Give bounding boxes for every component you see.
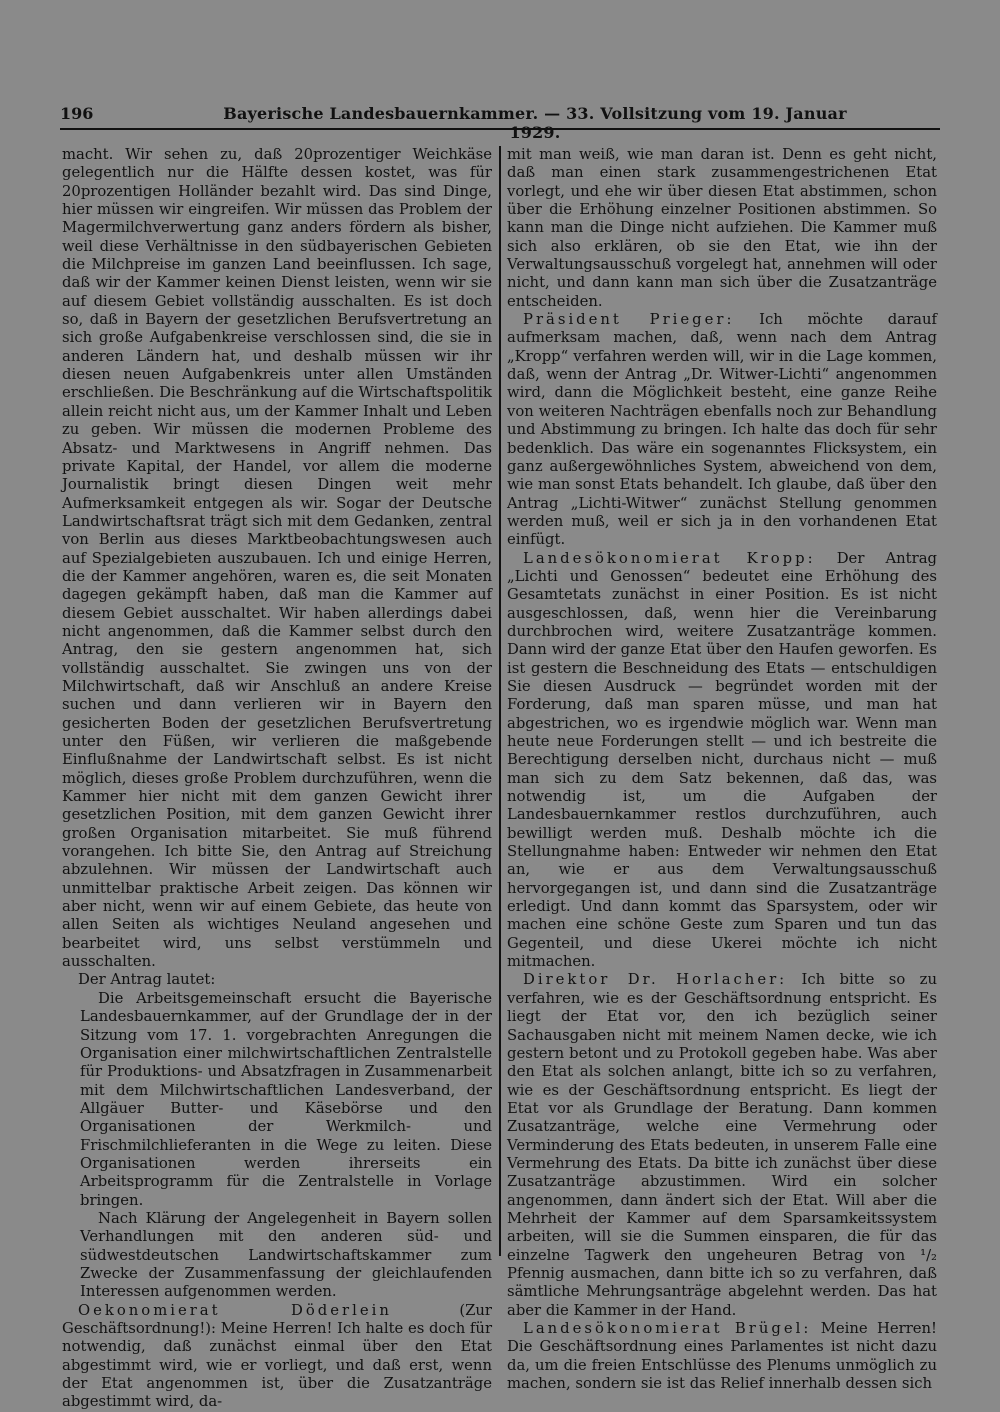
speech-paragraph — [62, 1302, 492, 1412]
left-column — [62, 146, 492, 1412]
speech-text: Der Antrag „Lichti und Genossen“ bedeutet eine Erhöhung des Gesamtetats zunächst in einer Position. Es ist nicht ausgeschlossen, daß, wenn hier die Vereinbarung durchbrochen wird, weitere Zusatzanträge kommen. Dann wird der ganze Etat über den Haufen geworfen. Es ist gestern die Beschneidung des Etats — entschuldigen Sie diesen Ausdruck — begründet worden mit der Forderung, daß man sparen müsse, und man hat abgestrichen, wo es irgendwie möglich war. Wenn man heute neue Forderungen stellt — und ich bestreite die Berechtigung derselben nicht, durchaus nicht — muß man sich zu dem Satz bekennen, daß das, was notwendig ist, um die Aufgaben der Landesbauernkammer restlos durchzuführen, auch bewilligt werden muß. Deshalb möchte ich die Stellungnahme haben: Entweder wir nehmen den Etat an, wie er aus dem Verwaltungsausschuß hervorgegangen ist, und dann sind die Zusatzanträge erledigt. Und dann kommt das Sparsystem, oder wir machen eine schöne Geste zum Sparen und tun das Gegenteil, und diese Ukerei möchte ich nicht mitmachen. — [507, 549, 937, 971]
paragraph: mit man weiß, wie man daran ist. Denn es geht nicht, daß man einen stark zusammengestrichenen Etat vorlegt, und ehe wir über diesen Etat abstimmen, schon über die Erhöhung einzelner Positionen abstimmen. So kann man die Dinge nicht aufziehen. Die Kammer muß sich also erklären, ob sie den Etat, wie ihn der Verwaltungsausschuß vorgelegt hat, annehmen will oder nicht, und dann kann man sich über die Zusatzanträge entscheiden. — [507, 146, 937, 310]
speech-paragraph — [507, 1320, 937, 1393]
column-divider — [499, 146, 501, 1256]
speaker-name: Präsident Prieger: — [523, 311, 735, 329]
page-header — [60, 104, 940, 142]
speaker-name: Landesökonomierat Brügel: — [523, 1320, 812, 1337]
paragraph: Der Antrag lautet: — [78, 971, 216, 989]
quoted-motion: Die Arbeitsgemeinschaft ersucht die Bayerische Landesbauernkammer, auf der Grundlage der in der Sitzung vom 17. 1. vorgebrachten Anregungen die Organisation einer milchwirtschaftlichen Zentralstelle für Produktions- und Absatzfragen in Zusammenarbeit mit dem Milchwirtschaftlichen Landesverband, der Allgäuer Butter- und Käsebörse und den Organisationen der Werkmilch- und Frischmilchlieferanten in die Wege zu leiten. Diese Organisationen werden ihrerseits ein Arbeitsprogramm für die Zentralstelle in Vorlage bringen. — [80, 989, 492, 1209]
speaker-name: Landesökonomierat Kropp: — [523, 549, 816, 567]
running-title: Bayerische Landesbauernkammer. — 33. Vollsitzung vom 19. Januar 1929. — [223, 104, 847, 142]
speaker-name: Oekonomierat Döderlein — [78, 1301, 392, 1319]
speaker-name: Direktor Dr. Horlacher: — [523, 971, 788, 989]
speech-paragraph — [507, 971, 937, 1320]
speech-text: Ich möchte darauf aufmerksam machen, daß, wenn nach dem Antrag „Kropp“ verfahren werden will, wir in die Lage kommen, daß, wenn der Antrag „Dr. Witwer-Lichti“ angenommen wird, dann die Möglichkeit besteht, eine ganze Reihe von weiteren Nachträgen ebenfalls noch zur Behandlung und Abstimmung zu bringen. Ich halte das doch für sehr bedenklich. Das wäre ein sogenanntes Flicksystem, ein ganz außergewöhnliches System, abweichend von dem, wie man sonst Etats behandelt. Ich glaube, daß über den Antrag „Lichti-Witwer“ zunächst Stellung genommen werden muß, weil er sich ja in den vorhandenen Etat einfügt. — [507, 311, 937, 549]
right-column — [507, 146, 937, 1393]
speech-text: (Zur Geschäftsordnung!): Meine Herren! Ich halte es doch für notwendig, daß zunächst einmal über den Etat abgestimmt wird, wie er vorliegt, und daß erst, wenn der Etat angenommen ist, über die Zusatzanträge abgestimmt wird, da- — [62, 1301, 493, 1411]
speech-text: Ich bitte so zu verfahren, wie es der Geschäftsordnung entspricht. Es liegt der Etat vor, den ich bezüglich seiner Sachausgaben nicht mit meinem Namen decke, wie ich gestern betont und zu Protokoll gegeben habe. Was aber den Etat als solchen anlangt, bitte ich so zu verfahren, wie es der Geschäftsordnung entspricht. Es liegt der Etat vor als Grundlage der Beratung. Dann kommen Zusatzanträge, welche eine Vermehrung oder Verminderung des Etats bedeuten, in unserem Falle eine Vermehrung des Etats. Da bitte ich zunächst über diese Zusatzanträge abzustimmen. Wird ein solcher angenommen, dann ändert sich der Etat. Will aber die Mehrheit der Kammer auf dem Sparsamkeitssystem arbeiten, will sie die Summen einsparen, die für das einzelne Tagwerk den ungeheuren Betrag von ¹/₂ Pfennig ausmachen, dann bitte ich so zu verfahren, daß sämtliche Mehrungsanträge abgelehnt werden. Das hat aber die Kammer in der Hand. — [507, 971, 937, 1319]
speech-paragraph — [507, 550, 937, 972]
page-number: 196 — [60, 104, 94, 123]
paragraph: macht. Wir sehen zu, daß 20prozentiger Weichkäse gelegentlich nur die Hälfte dessen kostet, was für 20prozentigen Holländer bezahlt wird. Das sind Dinge, hier müssen wir eingreifen. Wir müssen das Problem der Magermilchverwertung ganz anders fördern als bisher, weil diese Verhältnisse in den südbayerischen Gebieten die Milchpreise im ganzen Land beeinflussen. Ich sage, daß wir der Kammer keinen Dienst leisten, wenn wir sie auf diesem Gebiet vollständig ausschalten. Es ist doch so, daß in Bayern der gesetzlichen Berufsvertretung an sich große Aufgabenkreise verschlossen sind, die sie in anderen Ländern hat, und deshalb müssen wir ihr diesen neuen Aufgabenkreis unter allen Umständen erschließen. Die Beschränkung auf die Wirtschaftspolitik allein reicht nicht aus, um der Kammer Inhalt und Leben zu geben. Wir müssen die modernen Probleme des Absatz- und Marktwesens in Angriff nehmen. Das private Kapital, der Handel, vor allem die moderne Journalistik bringt diesen Dingen weit mehr Aufmerksamkeit entgegen als wir. Sogar der Deutsche Landwirtschaftsrat trägt sich mit dem Gedanken, zentral von Berlin aus dieses Marktbeobachtungswesen auch auf Spezialgebieten auszubauen. Ich und einige Herren, die der Kammer angehören, waren es, die seit Monaten dagegen gekämpft haben, daß man die Kammer auf diesem Gebiet ausschaltet. Wir haben allerdings dabei nicht angenommen, daß die Kammer selbst durch den Antrag, den sie gestern angenommen hat, sich vollständig ausschaltet. Sie zwingen uns von der Milchwirtschaft, daß wir Anschluß an andere Kreise suchen und dann verlieren wir in Bayern den gesicherten Boden der gesetzlichen Berufsvertretung unter den Füßen, wir verlieren die maßgebende Einflußnahme der Landwirtschaft selbst. Es ist nicht möglich, dieses große Problem durchzuführen, wenn die Kammer hier nicht mit dem ganzen Gewicht ihrer gesetzlichen Position, mit dem ganzen Gewicht ihrer großen Organisation mitarbeitet. Sie muß führend vorangehen. Ich bitte Sie, den Antrag auf Streichung abzulehnen. Wir müssen der Landwirtschaft auch unmittelbar praktische Arbeit zeigen. Das können wir aber nicht, wenn wir auf einem Gebiete, das heute von allen Seiten als wichtiges Neuland angesehen und bearbeitet wird, uns selbst verstümmeln und ausschalten. — [62, 146, 492, 971]
quoted-motion: Nach Klärung der Angelegenheit in Bayern sollen Verhandlungen mit den anderen süd- und südwestdeutschen Landwirtschaftskammer zum Zwecke der Zusammenfassung der gleichlaufenden Interessen aufgenommen werden. — [80, 1209, 492, 1301]
speech-text: Meine Herren! Die Geschäftsordnung eines Parlamentes ist nicht dazu da, um die freien Entschlüsse des Plenums unmöglich zu machen, sondern sie ist das Relief innerhalb dessen sich — [507, 1320, 938, 1393]
speech-paragraph — [507, 311, 937, 549]
